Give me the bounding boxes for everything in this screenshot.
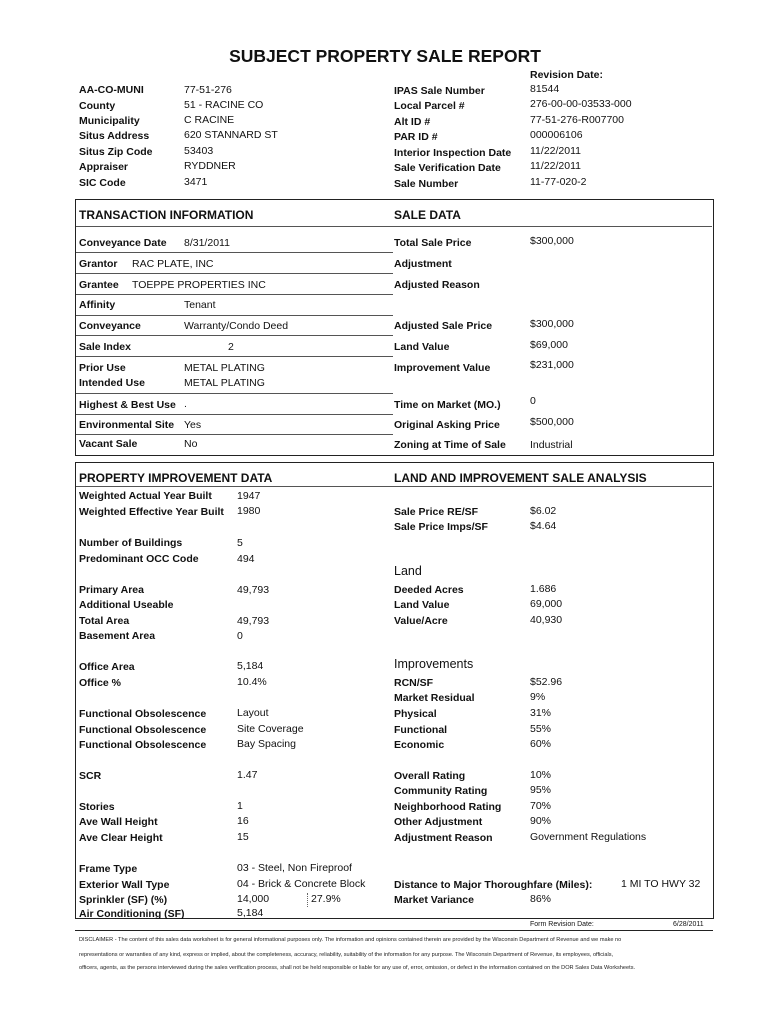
sic-code-value: 3471 xyxy=(184,176,208,188)
primary-area-value: 49,793 xyxy=(237,584,270,596)
sale-verification-value: 11/22/2011 xyxy=(530,160,581,172)
value-acre-label: Value/Acre xyxy=(394,615,448,627)
municipality-label: Municipality xyxy=(79,115,140,127)
divider xyxy=(76,414,393,415)
market-residual-label: Market Residual xyxy=(394,692,475,704)
affinity-label: Affinity xyxy=(79,299,116,311)
divider xyxy=(76,273,393,274)
sprinkler-value: 14,000 xyxy=(237,893,270,905)
sale-number-label: Sale Number xyxy=(394,178,459,190)
office-pct-label: Office % xyxy=(79,677,122,689)
transaction-heading: TRANSACTION INFORMATION xyxy=(79,208,254,222)
affinity-value: Tenant xyxy=(184,299,216,311)
situs-zip-label: Situs Zip Code xyxy=(79,146,153,158)
adjusted-sale-price-value: $300,000 xyxy=(530,318,574,330)
conveyance-date-value: 8/31/2011 xyxy=(184,237,230,249)
num-buildings-label: Number of Buildings xyxy=(79,537,183,549)
sprinkler-label: Sprinkler (SF) (%) xyxy=(79,894,168,906)
neighborhood-rating-label: Neighborhood Rating xyxy=(394,801,502,813)
sic-code-label: SIC Code xyxy=(79,177,126,189)
municipality-value: C RACINE xyxy=(184,114,235,126)
land-value-value: $69,000 xyxy=(530,339,568,351)
market-residual-value: 9% xyxy=(530,691,546,703)
sale-number-value: 11-77-020-2 xyxy=(530,176,587,188)
property-heading: PROPERTY IMPROVEMENT DATA xyxy=(79,471,273,485)
analysis-land-value-label: Land Value xyxy=(394,599,450,611)
sale-price-re-sf-value: $6.02 xyxy=(530,505,557,517)
grantee-label: Grantee xyxy=(79,279,119,291)
ave-clear-height-value: 15 xyxy=(237,831,249,843)
improvements-subheading: Improvements xyxy=(394,657,474,671)
prior-use-value: METAL PLATING xyxy=(184,362,265,374)
additional-useable-label: Additional Useable xyxy=(79,599,174,611)
functional-obsolescence-label: Functional Obsolescence xyxy=(79,739,207,751)
grantor-value: RAC PLATE, INC xyxy=(132,258,214,270)
total-sale-price-value: $300,000 xyxy=(530,235,574,247)
adjustment-reason-value: Government Regulations xyxy=(530,831,647,843)
ipas-sale-number-label: IPAS Sale Number xyxy=(394,85,485,97)
stories-label: Stories xyxy=(79,801,115,813)
intended-use-label: Intended Use xyxy=(79,377,145,389)
total-sale-price-label: Total Sale Price xyxy=(394,237,472,249)
adjustment-label: Adjustment xyxy=(394,258,452,270)
divider xyxy=(76,226,712,227)
sale-price-imps-sf-value: $4.64 xyxy=(530,520,557,532)
overall-rating-label: Overall Rating xyxy=(394,770,466,782)
num-buildings-value: 5 xyxy=(237,537,243,549)
divider xyxy=(76,356,393,357)
deeded-acres-value: 1.686 xyxy=(530,583,557,595)
conveyance-value: Warranty/Condo Deed xyxy=(184,320,289,332)
office-pct-value: 10.4% xyxy=(237,676,267,688)
form-revision-label: Form Revision Date: xyxy=(530,921,594,928)
functional-label: Functional xyxy=(394,724,448,736)
market-variance-value: 86% xyxy=(530,893,552,905)
exterior-wall-value: 04 - Brick & Concrete Block xyxy=(237,878,366,890)
vacant-sale-value: No xyxy=(184,438,198,450)
zoning-label: Zoning at Time of Sale xyxy=(394,439,506,451)
distance-value: 1 MI TO HWY 32 xyxy=(621,878,701,890)
value-acre-value: 40,930 xyxy=(530,614,563,626)
environmental-site-label: Environmental Site xyxy=(79,419,175,431)
county-value: 51 - RACINE CO xyxy=(184,99,264,111)
economic-label: Economic xyxy=(394,739,445,751)
rcn-sf-label: RCN/SF xyxy=(394,677,434,689)
wayb-value: 1947 xyxy=(237,490,261,502)
local-parcel-label: Local Parcel # xyxy=(394,100,465,112)
frame-type-label: Frame Type xyxy=(79,863,138,875)
situs-zip-value: 53403 xyxy=(184,145,214,157)
functional-obsolescence-value: Bay Spacing xyxy=(237,738,296,750)
sale-price-re-sf-label: Sale Price RE/SF xyxy=(394,506,479,518)
ave-wall-height-value: 16 xyxy=(237,815,249,827)
prior-use-label: Prior Use xyxy=(79,362,126,374)
other-adjustment-label: Other Adjustment xyxy=(394,816,483,828)
overall-rating-value: 10% xyxy=(530,769,552,781)
par-id-value: 000006106 xyxy=(530,129,583,141)
original-asking-price-label: Original Asking Price xyxy=(394,419,500,431)
divider xyxy=(76,294,393,295)
office-area-value: 5,184 xyxy=(237,660,264,672)
environmental-site-value: Yes xyxy=(184,419,202,431)
distance-label: Distance to Major Thoroughfare (Miles): xyxy=(394,879,593,891)
analysis-heading: LAND AND IMPROVEMENT SALE ANALYSIS xyxy=(394,471,647,485)
time-on-market-label: Time on Market (MO.) xyxy=(394,399,501,411)
sale-index-value: 2 xyxy=(228,341,234,353)
total-area-label: Total Area xyxy=(79,615,130,627)
frame-type-value: 03 - Steel, Non Fireproof xyxy=(237,862,352,874)
original-asking-price-value: $500,000 xyxy=(530,416,574,428)
physical-label: Physical xyxy=(394,708,437,720)
physical-value: 31% xyxy=(530,707,552,719)
divider xyxy=(76,434,393,435)
appraiser-label: Appraiser xyxy=(79,161,129,173)
functional-obsolescence-label: Functional Obsolescence xyxy=(79,724,207,736)
land-value-label: Land Value xyxy=(394,341,450,353)
office-area-label: Office Area xyxy=(79,661,135,673)
interior-inspection-label: Interior Inspection Date xyxy=(394,147,512,159)
county-label: County xyxy=(79,100,116,112)
disclaimer-line-3: officers, agents, as the persons interviewed during the sales verification process, shall not be held responsible or liable for any use of, error, omission, or defect in the information contained on the DOR Sales Data Worksheets. xyxy=(79,965,636,971)
scr-label: SCR xyxy=(79,770,102,782)
basement-area-value: 0 xyxy=(237,630,243,642)
divider xyxy=(76,335,393,336)
weyb-value: 1980 xyxy=(237,505,261,517)
neighborhood-rating-value: 70% xyxy=(530,800,552,812)
community-rating-value: 95% xyxy=(530,784,552,796)
divider xyxy=(75,930,713,931)
adjustment-reason-label: Adjustment Reason xyxy=(394,832,493,844)
ave-clear-height-label: Ave Clear Height xyxy=(79,832,163,844)
situs-address-label: Situs Address xyxy=(79,130,150,142)
revision-date-label: Revision Date: xyxy=(530,69,603,81)
analysis-land-value-value: 69,000 xyxy=(530,598,563,610)
weyb-label: Weighted Effective Year Built xyxy=(79,506,224,518)
page-title: SUBJECT PROPERTY SALE REPORT xyxy=(229,46,541,66)
sale-index-label: Sale Index xyxy=(79,341,131,353)
improvement-value-label: Improvement Value xyxy=(394,362,491,374)
exterior-wall-label: Exterior Wall Type xyxy=(79,879,170,891)
scr-value: 1.47 xyxy=(237,769,258,781)
rcn-sf-value: $52.96 xyxy=(530,676,563,688)
functional-obsolescence-value: Site Coverage xyxy=(237,723,304,735)
interior-inspection-value: 11/22/2011 xyxy=(530,145,581,157)
primary-area-label: Primary Area xyxy=(79,584,144,596)
local-parcel-value: 276-00-00-03533-000 xyxy=(530,98,632,110)
divider xyxy=(76,252,393,253)
grantee-value: TOEPPE PROPERTIES INC xyxy=(132,279,266,291)
disclaimer-line-1: DISCLAIMER - The content of this sales data worksheet is for general informational purposes only. The information and opinions contained therein are provided by the Wisconsin Department of Revenue and we make no xyxy=(79,937,622,943)
sprinkler-pct-value: 27.9% xyxy=(311,893,341,905)
stories-value: 1 xyxy=(237,800,243,812)
divider xyxy=(76,486,712,487)
intended-use-value: METAL PLATING xyxy=(184,377,265,389)
sale-data-heading: SALE DATA xyxy=(394,208,461,222)
basement-area-label: Basement Area xyxy=(79,630,156,642)
disclaimer-line-2: representations or warranties of any kind, express or implied, about the completeness, accuracy, reliability, suitability of the information for any purpose. The Wisconsin Department of Revenue, its employees, officials, xyxy=(79,952,614,958)
adjusted-sale-price-label: Adjusted Sale Price xyxy=(394,320,493,332)
functional-obsolescence-label: Functional Obsolescence xyxy=(79,708,207,720)
time-on-market-value: 0 xyxy=(530,395,536,407)
wayb-label: Weighted Actual Year Built xyxy=(79,490,212,502)
aa-co-muni-label: AA-CO-MUNI xyxy=(79,84,144,96)
adjusted-reason-label: Adjusted Reason xyxy=(394,279,480,291)
total-area-value: 49,793 xyxy=(237,615,270,627)
sale-price-imps-sf-label: Sale Price Imps/SF xyxy=(394,521,488,533)
conveyance-date-label: Conveyance Date xyxy=(79,237,167,249)
highest-best-use-value: . xyxy=(184,398,187,410)
alt-id-value: 77-51-276-R007700 xyxy=(530,114,624,126)
other-adjustment-value: 90% xyxy=(530,815,552,827)
market-variance-label: Market Variance xyxy=(394,894,474,906)
ipas-sale-number-value: 81544 xyxy=(530,83,560,95)
improvement-value-value: $231,000 xyxy=(530,359,574,371)
ave-wall-height-label: Ave Wall Height xyxy=(79,816,158,828)
aa-co-muni-value: 77-51-276 xyxy=(184,84,232,96)
appraiser-value: RYDDNER xyxy=(184,160,236,172)
form-revision-date: 6/28/2011 xyxy=(673,921,704,928)
divider xyxy=(76,393,393,394)
grantor-label: Grantor xyxy=(79,258,118,270)
vacant-sale-label: Vacant Sale xyxy=(79,438,138,450)
zoning-value: Industrial xyxy=(530,439,573,451)
economic-value: 60% xyxy=(530,738,552,750)
deeded-acres-label: Deeded Acres xyxy=(394,584,464,596)
occ-code-label: Predominant OCC Code xyxy=(79,553,199,565)
divider xyxy=(307,893,308,907)
conveyance-label: Conveyance xyxy=(79,320,141,332)
land-subheading: Land xyxy=(394,564,422,578)
situs-address-value: 620 STANNARD ST xyxy=(184,129,278,141)
air-conditioning-value: 5,184 xyxy=(237,907,264,919)
sale-verification-label: Sale Verification Date xyxy=(394,162,501,174)
highest-best-use-label: Highest & Best Use xyxy=(79,399,176,411)
functional-obsolescence-value: Layout xyxy=(237,707,269,719)
alt-id-label: Alt ID # xyxy=(394,116,431,128)
divider xyxy=(76,315,393,316)
air-conditioning-label: Air Conditioning (SF) xyxy=(79,908,185,920)
occ-code-value: 494 xyxy=(237,553,255,565)
community-rating-label: Community Rating xyxy=(394,785,488,797)
functional-value: 55% xyxy=(530,723,552,735)
par-id-label: PAR ID # xyxy=(394,131,438,143)
